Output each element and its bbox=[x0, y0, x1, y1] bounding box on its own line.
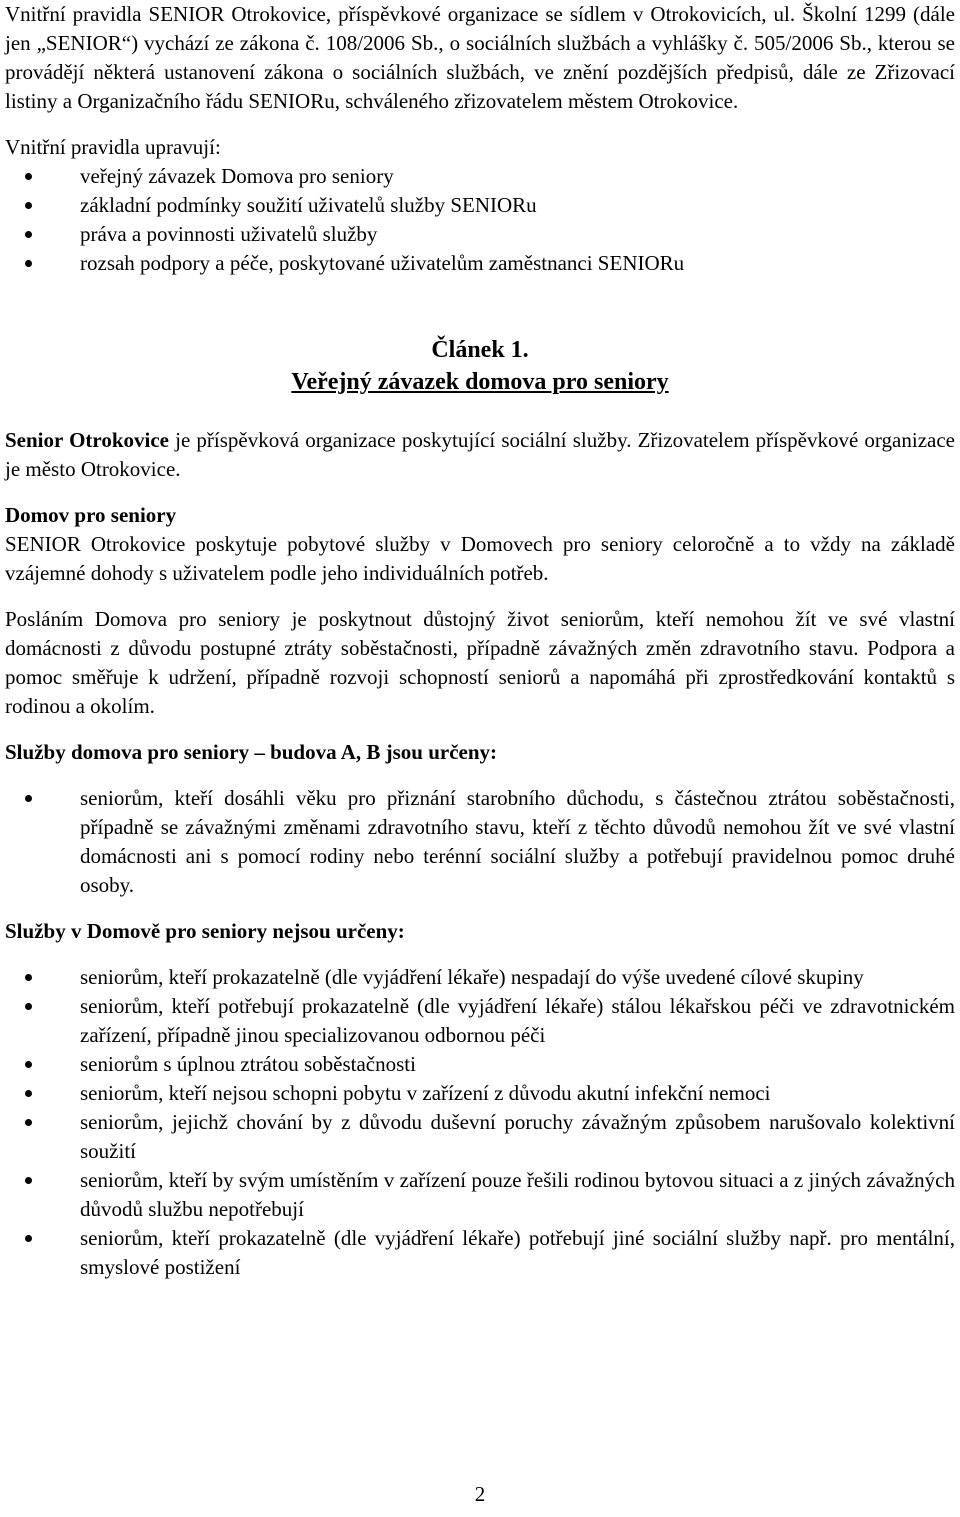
organization-name: Senior Otrokovice bbox=[5, 428, 170, 452]
article-title: Veřejný závazek domova pro seniory bbox=[291, 369, 669, 395]
bullet-icon bbox=[25, 1119, 32, 1126]
bullet-icon bbox=[25, 173, 32, 180]
home-paragraph: SENIOR Otrokovice poskytuje pobytové služby v Domovech pro seniory celoročně a to vždy na základě vzájemné dohody s uživatelem podle jeho individuálních potřeb. bbox=[5, 532, 955, 585]
intended-list bbox=[5, 784, 955, 900]
list-item: rozsah podpory a péče, poskytované uživatelům zaměstnanci SENIORu bbox=[5, 249, 955, 278]
list-item: seniorům, kteří potřebují prokazatelně (dle vyjádření lékaře) stálou lékařskou péči ve zdravotnickém zařízení, případně jinou specializovanou odbornou péči bbox=[5, 992, 955, 1050]
bullet-icon bbox=[25, 974, 32, 981]
list-item: seniorům, jejichž chování by z důvodu duševní poruchy závažným způsobem narušovalo kolektivní soužití bbox=[5, 1108, 955, 1166]
intro-paragraph: Vnitřní pravidla SENIOR Otrokovice, příspěvkové organizace se sídlem v Otrokovicích, ul. Školní 1299 (dále jen „SENIOR“) vychází ze zákona č. 108/2006 Sb., o sociálních službách a vyhlášky č. 505/2006 Sb., kterou se provádějí některá ustanovení zákona o sociálních službách, ve znění pozdějších předpisů, dále ze Zřizovací listiny a Organizačního řádu SENIORu, schváleného zřizovatelem městem Otrokovice. bbox=[5, 2, 955, 113]
list-item: seniorům, kteří prokazatelně (dle vyjádření lékaře) nespadají do výše uvedené cílové skupiny bbox=[5, 963, 955, 992]
home-heading: Domov pro seniory bbox=[5, 503, 177, 527]
organization-paragraph: Senior Otrokovice je příspěvková organizace poskytující sociální služby. Zřizovatelem příspěvkové organizace je město Otrokovice. bbox=[5, 428, 955, 481]
not-intended-heading: Služby v Domově pro seniory nejsou určeny: bbox=[5, 919, 405, 943]
list-item: seniorům, kteří by svým umístěním v zařízení pouze řešili rodinou bytovou situaci a z jiných závažných důvodů službu nepotřebují bbox=[5, 1166, 955, 1224]
bullet-icon bbox=[25, 260, 32, 267]
bullet-icon bbox=[25, 231, 32, 238]
page-number: 2 bbox=[474, 1482, 486, 1506]
intended-heading: Služby domova pro seniory – budova A, B jsou určeny: bbox=[5, 740, 498, 764]
list-item: seniorům s úplnou ztrátou soběstačnosti bbox=[5, 1050, 955, 1079]
bullet-icon bbox=[25, 1061, 32, 1068]
list-item: seniorům, kteří prokazatelně (dle vyjádření lékaře) potřebují jiné sociální služby např. pro mentální, smyslové postižení bbox=[5, 1224, 955, 1282]
list-item: veřejný závazek Domova pro seniory bbox=[5, 162, 955, 191]
bullet-icon bbox=[25, 795, 32, 802]
list-item: práva a povinnosti uživatelů služby bbox=[5, 220, 955, 249]
rules-list bbox=[5, 162, 955, 278]
rules-lead: Vnitřní pravidla upravují: bbox=[5, 135, 221, 159]
bullet-icon bbox=[25, 1090, 32, 1097]
bullet-icon bbox=[25, 1235, 32, 1242]
article-number: Článek 1. bbox=[431, 337, 529, 363]
bullet-icon bbox=[25, 1177, 32, 1184]
bullet-icon bbox=[25, 202, 32, 209]
mission-paragraph: Posláním Domova pro seniory je poskytnout důstojný život seniorům, kteří nemohou žít ve své vlastní domácnosti z důvodu postupné ztráty soběstačnosti, případně závažných změn zdravotního stavu. Podpora a pomoc směřuje k udržení, případně rozvoji schopností seniorů a napomáhá při zprostředkování kontaktů s rodinou a okolím. bbox=[5, 607, 955, 718]
bullet-icon bbox=[25, 1003, 32, 1010]
not-intended-list bbox=[5, 963, 955, 1282]
document-page bbox=[5, 0, 955, 1282]
list-item: seniorům, kteří dosáhli věku pro přiznání starobního důchodu, s částečnou ztrátou soběstačnosti, případně se závažnými změnami zdravotního stavu, kteří z těchto důvodů nemohou žít ve své vlastní domácnosti ani s pomocí rodiny nebo terénní sociální služby a potřebují pravidelnou pomoc druhé osoby. bbox=[5, 784, 955, 900]
list-item: seniorům, kteří nejsou schopni pobytu v zařízení z důvodu akutní infekční nemoci bbox=[5, 1079, 955, 1108]
list-item: základní podmínky soužití uživatelů služby SENIORu bbox=[5, 191, 955, 220]
